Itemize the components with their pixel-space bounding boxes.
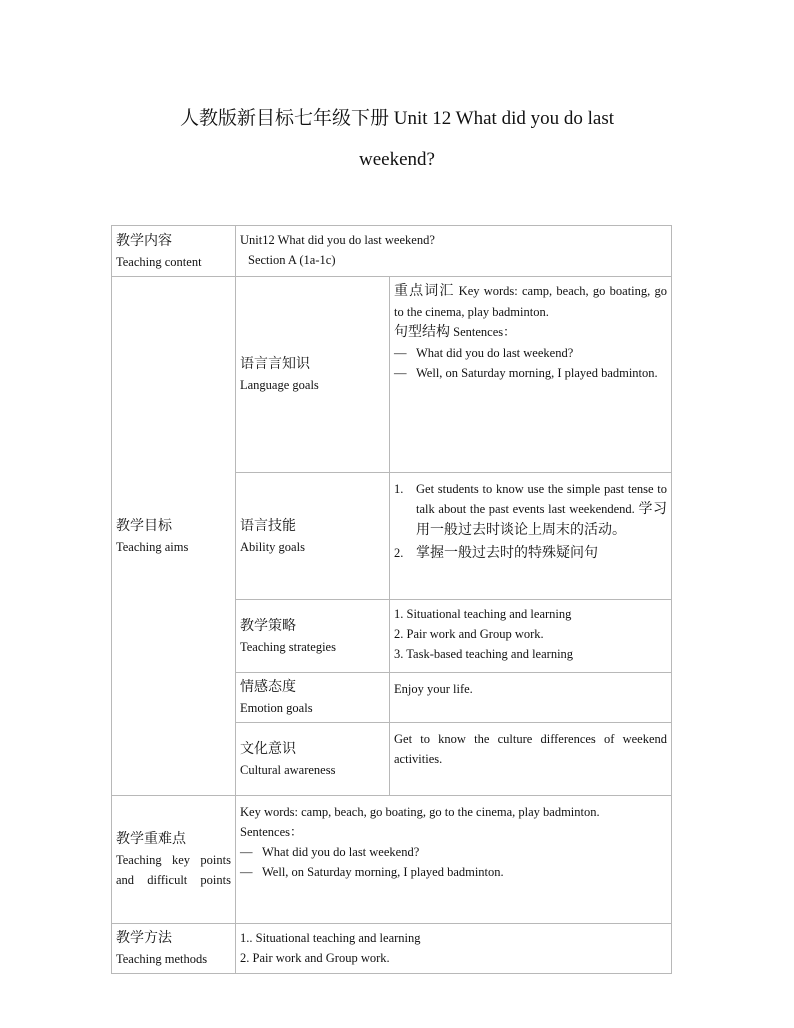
title-line-2: weekend? <box>359 149 435 170</box>
label-emotion-goals: 情感态度 Emotion goals <box>236 673 390 723</box>
document-title <box>110 98 684 180</box>
label-teaching-methods: 教学方法 Teaching methods <box>112 924 236 974</box>
value-emotion-goals: Enjoy your life. <box>390 673 672 723</box>
label-teaching-aims: 教学目标 Teaching aims <box>112 277 236 796</box>
label-language-goals: 语言言知识 Language goals <box>236 277 390 473</box>
strategy-item: 1. Situational teaching and learning <box>394 607 572 621</box>
row-key-points <box>112 796 672 924</box>
row-language-goals <box>112 277 672 473</box>
label-ability-goals: 语言技能 Ability goals <box>236 473 390 600</box>
value-language-goals: 重点词汇 Key words: camp, beach, go boating, go to the cinema, play badminton. 句型结构 Sentences： — What did you do last weekend? — Well, on Saturday morning, I played badminton. <box>390 277 672 473</box>
title-line-1: 人教版新目标七年级下册 Unit 12 What did you do last <box>180 108 614 129</box>
value-ability-goals <box>390 473 672 600</box>
value-teaching-strategies <box>390 600 672 673</box>
label-teaching-content: 教学内容 Teaching content <box>112 226 236 277</box>
label-teaching-strategies: 教学策略 Teaching strategies <box>236 600 390 673</box>
label-cultural-awareness: 文化意识 Cultural awareness <box>236 723 390 796</box>
value-teaching-content: Unit12 What did you do last weekend? Section A (1a-1c) <box>236 226 672 277</box>
ability-item: 2. 掌握一般过去时的特殊疑问句 <box>394 545 598 561</box>
strategy-item: 3. Task-based teaching and learning <box>394 647 574 661</box>
strategy-item: 2. Pair work and Group work. <box>394 627 544 641</box>
lesson-plan-table <box>111 225 672 974</box>
value-key-points: Key words: camp, beach, go boating, go to the cinema, play badminton. Sentences： — What did you do last weekend? — Well, on Saturday morning, I played badminton. <box>236 796 672 924</box>
ability-item: 1. Get students to know use the simple past tense to talk about the past events last weekendend. 学习用一般过去时谈论上周末的活动。 <box>394 482 668 538</box>
label-key-points: 教学重难点 Teaching key points and difficult points <box>112 796 236 924</box>
value-teaching-methods: 1.. Situational teaching and learning 2. Pair work and Group work. <box>236 924 672 974</box>
row-teaching-content <box>112 226 672 277</box>
value-cultural-awareness: Get to know the culture differences of weekend activities. <box>390 723 672 796</box>
row-teaching-methods <box>112 924 672 974</box>
